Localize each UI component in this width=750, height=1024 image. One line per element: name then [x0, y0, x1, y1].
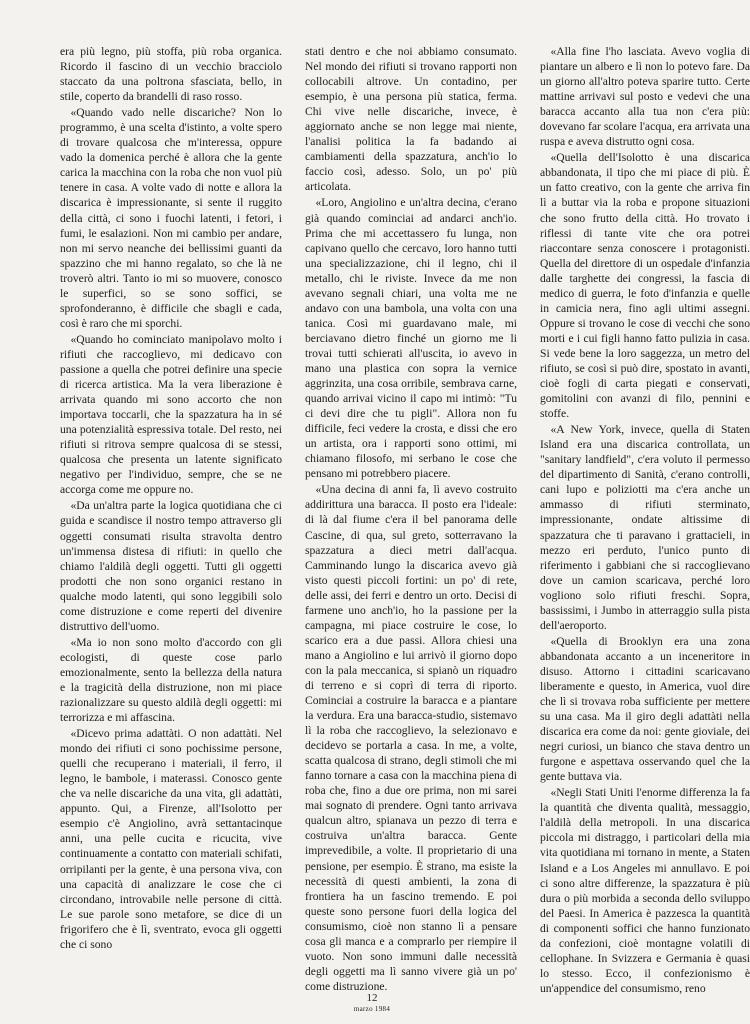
paragraph: «Negli Stati Uniti l'enorme differenza la fa la quantità che diventa qualità, messaggio, l'aldilà della metropoli. In una discarica piccola mi distraggo, i particolari della mia vita quotidiana mi tornano in mente, a Staten Island e a Los Angeles mi annullavo. E poi ci sono altre differenze, la spazzatura è più dura o più morbida a seconda dello sviluppo del Paesi. In America è pazzesca la quantità di componenti soffici che hanno funzionato da confezioni, cioè montagne volatili di cellophane. In Svizzera e Germania è quasi lo stesso. Ecco, il confezionismo è un'appendice del consumismo, reno — [540, 786, 750, 995]
text-column-3 — [540, 44, 750, 995]
paragraph: «Dicevo prima adattàti. O non adattàti. Nel mondo dei rifiuti ci sono pochissime persone, quelli che recuperano i materiali, il ferro, il legno, le bambole, i materassi. Conosco gente che va nelle discariche da una vita, gli adattàti, appunto. Qui, a Firenze, all'Isolotto per esempio c'è Angiolino, avrà settantacinque anni, una pelle cucita e ricucita, vive continuamente a contatto con materiali schifati, orripilanti per la gente, è una persona viva, con una capacità di analizzare le cose che ci circondano, introvabile nelle persone di città. Le sue parole sono metafore, se dice di un frigorifero che è lì, sventrato, evoca gli oggetti che ci sono — [60, 727, 282, 951]
paragraph: stati dentro e che noi abbiamo consumato. Nel mondo dei rifiuti si trovano rapporti non collocabili altrove. Un contadino, per esempio, è una persona più statica, ferma. Chi vive nelle discariche, invece, è aggiornato anche se non legge mai niente, l'analisi politica la fa badando ai cambiamenti della spazzatura, anch'io lo faccio così, adesso. Solo, un po' più articolata. — [305, 45, 517, 194]
text-column-2 — [305, 44, 517, 993]
paragraph: «Da un'altra parte la logica quotidiana che ci guida e scandisce il nostro tempo attraverso gli oggetti consumati risulta stravolta dentro un'immensa distesa di rifiuti: in quello che chiamo l'aldilà degli oggetti. Tutti gli oggetti prodotti che non sono organici restano in qualche modo latenti, qui sono leggibili solo come distruzione e come reperti del divenire distruttivo dell'uomo. — [60, 499, 282, 633]
paragraph: «Quella dell'Isolotto è una discarica abbandonata, il tipo che mi piace di più. È un fatto creativo, con la gente che arriva fin lì a buttar via la roba e propone situazioni che sono frutto della città. Ho trovato i riflessi di tante vite che ora potrei riaccontare senza conoscere i protagonisti. Quella del direttore di un ospedale d'infanzia dalle targhette dei congressi, la fascia di medico di guerra, le foto d'infanzia e quelle in camicia nera, fino agli ultimi assegni. Oppure si trovano le cose di vecchi che sono morti e i cui figli hanno fatto pulizia in casa. Si vede bene la loro saggezza, un metro del rifiuto, se così si può dire, spostato in avanti, cioè fogli di carta piegati e conservati, gomitolini con avanzi di filo, pennini e stoffe. — [540, 151, 750, 421]
paragraph: «A New York, invece, quella di Staten Island era una discarica controllata, un "sanitary landfield", c'era voluto il permesso del dipartimento di Sanità, c'erano controlli, cani lupo e poliziotti ma c'era anche un ammasso di rifiuti sterminato, impressionante, ondate altissime di spazzatura che ti paravano i grattacieli, in mezzo eri perduto, l'unico punto di riferimento i gabbiani che si raccoglievano dove un camion scaricava, perché loro vogliono solo rifiuti freschi. Sopra, bassissimi, i Jumbo in atterraggio sulla pista dell'aeroporto. — [540, 423, 750, 632]
page-number: 12 — [366, 992, 378, 1004]
text-column-1 — [60, 44, 282, 951]
issue-date: marzo 1984 — [353, 1005, 391, 1013]
paragraph: «Alla fine l'ho lasciata. Avevo voglia di piantare un albero e lì non lo potevo fare. Da un giorno all'altro poteva sparire tutto. Certe mattine arrivavi sul posto e vedevi che una baracca accanto alla tua non c'era più: dovevano far scolare l'acqua, era arrivata una ruspa e aveva distrutto ogni cosa. — [540, 45, 750, 149]
paragraph: «Una decina di anni fa, lì avevo costruito addirittura una baracca. Il posto era l'ideale: di là dal fiume c'era il bel panorama delle Cascine, di qua, sul greto, sotterravano la spazzatura a dieci metri dall'acqua. Camminando lungo la discarica avevo già visto questi piccoli fortini: un po' di rete, delle assi, dei ferri e dentro un orto. Decisi di farmene uno anch'io, ho la passione per la campagna, mi piace costruire le cose, lo scarico era a due passi. Allora chiesi una mano a Angiolino e lui arrivò il giorno dopo con la pala meccanica, si spianò un riquadro di terreno e si coprì di terra di riporto. Cominciai a costruire la baracca e a piantare la verdura. Era una baracca-studio, sistemavo lì la roba che raccoglievo, la selezionavo e decidevo se portarla a casa. In me, a volte, scatta qualcosa di strano, degli stimoli che mi fanno tornare a casa con la macchina piena di roba che, fino a due ore prima, non mi sarei mai sognato di prendere. Ogni tanto arrivava qualcun altro, spianava un pezzo di terra e costruiva un'altra baracca. Gente imprevedibile, a volte. Il proprietario di una pensione, per esempio. È strano, ma esiste la necessità di questi ambienti, la zona di frontiera ha un fascino tremendo. E poi queste sono persone fuori della logica del consumismo, cioè non stanno lì a pensare cosa gli manca e a comprarlo per riempire il vuoto. Non sono immuni dalle necessità degli oggetti ma lì sanno vivere già un po' come distruzione. — [305, 483, 517, 993]
paragraph: era più legno, più stoffa, più roba organica. Ricordo il fascino di un vecchio bracciolo staccato da una poltrona sfasciata, bello, in stile, coperto da brandelli di raso rosso. — [60, 45, 282, 104]
paragraph: «Loro, Angiolino e un'altra decina, c'erano già quando cominciai ad andarci anch'io. Prima che mi accettassero fu lunga, non capivano quello che cercavo, loro hanno tutti una specializzazione, chi il legno, chi il metallo, chi le riviste. Invece da me non avevano segnali chiari, una volta me ne andavo con una bambola, una volta con una tanica. Così mi guardavano male, mi berciavano dietro finché un giorno me li trovai tutti schierati all'uscita, io avevo in mano una plastica con sopra la vernice aggrinzita, una cosa orribile, sembrava carne, quando arrivai vicino il capo mi intimò: "Tu ci devi dire che tu pigli". Allora non fu difficile, feci vedere la crosta, e dissi che ero un artista, ora i rapporti sono ottimi, mi chiamano filosofo, mi serbano le cose che pensano mi potrebbero piacere. — [305, 196, 517, 481]
paragraph: «Quella di Brooklyn era una zona abbandonata accanto a un inceneritore in disuso. Attorno i cittadini scaricavano liberamente e questo, in America, vuol dire che lì si trovava roba sufficiente per mettere su una casa. Ma il giro degli adattàti nella discarica era come da noi: gente gioviale, dei negri curiosi, un bianco che stava dentro un furgone e aspettava osservando quel che la gente buttava via. — [540, 634, 750, 784]
paragraph: «Ma io non sono molto d'accordo con gli ecologisti, di queste cose parlo emozionalmente, sento la bellezza della natura e la tragicità della distruzione, non mi piace razionalizzare su questo aldilà degli oggetti: mi terrorizza e mi affascina. — [60, 635, 282, 725]
paragraph: «Quando vado nelle discariche? Non lo programmo, è una scelta d'istinto, a volte spero di trovare qualcosa che m'interessa, oppure vado la domenica perché è allora che la gente carica la macchina con la roba che non vuol più tenere in casa. A volte vado di notte e allora la discarica è impressionante, si sente il ruggito della città, ci sono i fuochi latenti, i fetori, i fumi, le esalazioni. Non mi cambio per andare, non mi servo neanche dei bellissimi guanti da spazzino che mi hanno regalato, so che là ne troverò altri. Tanto io mi so muovere, conosco le superfici, so se sono soffici, se sprofonderanno, è difficile che sbagli e cada, così è raro che mi sporchi. — [60, 106, 282, 330]
paragraph: «Quando ho cominciato manipolavo molto i rifiuti che raccoglievo, mi dedicavo con passione a quella che potrei definire una specie di ricerca artistica. Ma la vera liberazione è arrivata quando mi sono accorto che non importava toccarli, che la spazzatura ha in sé una potenzialità espressiva totale. Del resto, nei rifiuti si ritrova sempre qualcosa di se stessi, qualcosa che presenta un latente significato negativo per l'individuo, sempre, che se ne accorga come me oppure no. — [60, 332, 282, 497]
